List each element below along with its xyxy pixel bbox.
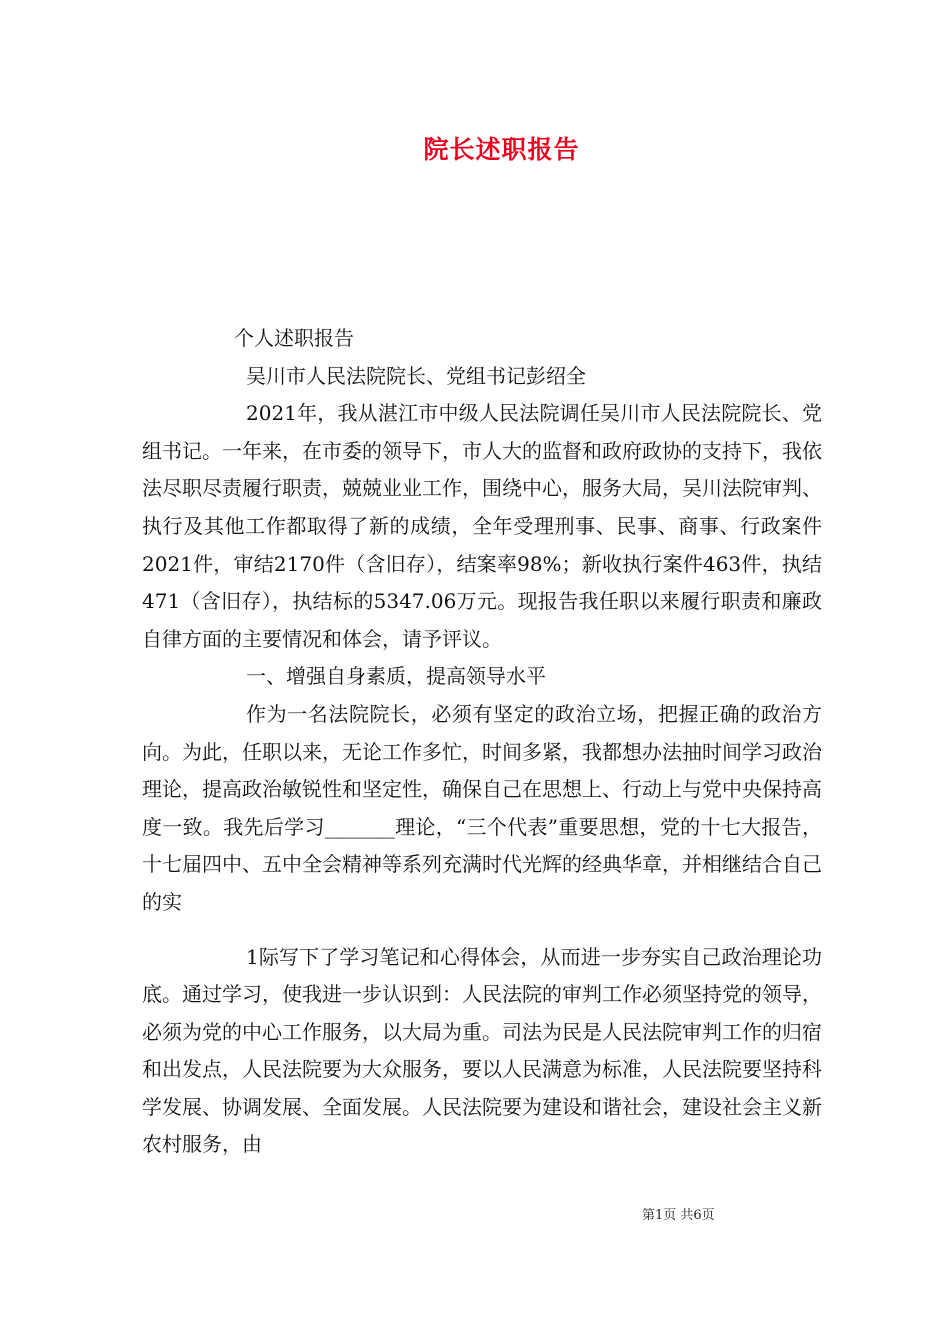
report-author: 吴川市人民法院院长、党组书记彭绍全 <box>246 363 586 388</box>
document-body <box>142 320 822 1164</box>
paragraph-section-1-continued: 1际写下了学习笔记和心得体会，从而进一步夯实自己政治理论功底。通过学习，使我进一步认识到：人民法院的审判工作必须坚持党的领导，必须为党的中心工作服务，以大局为重。司法为民是人民法院审判工作的归宿和出发点，人民法院要为大众服务，要以人民满意为标准，人民法院要坚持科学发展、协调发展、全面发展。人民法院要为建设和谐社会，建设社会主义新农村服务，由 <box>142 944 822 1157</box>
report-subtitle: 个人述职报告 <box>234 326 354 350</box>
section-heading-1: 一、增强自身素质，提高领导水平 <box>246 664 546 689</box>
page-number: 第1页 共6页 <box>642 1208 715 1223</box>
paragraph-section-1: 作为一名法院院长，必须有坚定的政治立场，把握正确的政治方向。为此，任职以来，无论工作多忙，时间多紧，我都想办法抽时间学习政治理论，提高政治敏锐性和坚定性，确保自己在思想上、行动上与党中央保持高度一致。我先后学习_______理论，“三个代表”重要思想，党的十七大报告，十七届四中、五中全会精神等系列充满时代光辉的经典华章，并相继结合自己的实 <box>142 701 822 914</box>
document-title: 院长述职报告 <box>423 135 580 164</box>
paragraph-intro: 2021年，我从湛江市中级人民法院调任吴川市人民法院院长、党组书记。一年来，在市委的领导下，市人大的监督和政府政协的支持下，我依法尽职尽责履行职责，兢兢业业工作，围绕中心，服务大局，吴川法院审判、执行及其他工作都取得了新的成绩，全年受理刑事、民事、商事、行政案件2021件，审结2170件（含旧存），结案率98%；新收执行案件463件，执结471（含旧存），执结标的5347.06万元。现报告我任职以来履行职责和廉政自律方面的主要情况和体会，请予评议。 <box>142 401 822 651</box>
